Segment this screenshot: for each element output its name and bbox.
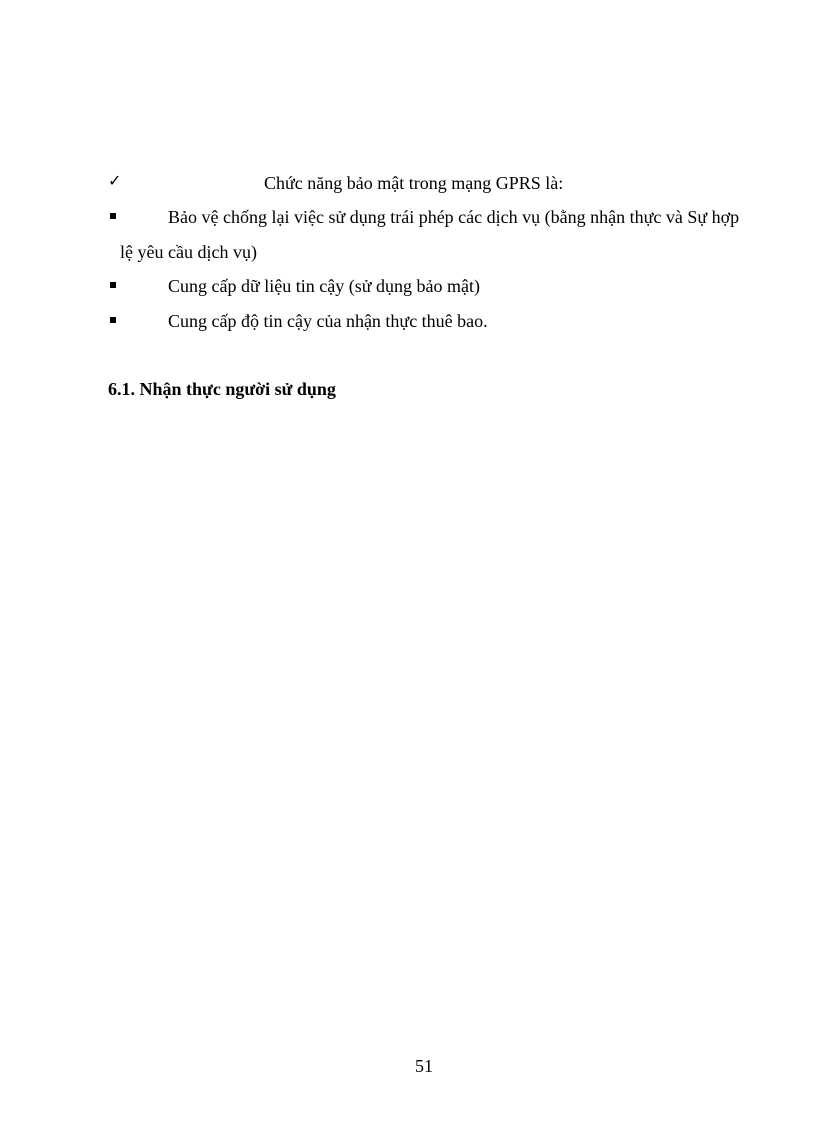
page-number: 51 <box>415 1056 433 1076</box>
bullet-1-line-2: lệ yêu cầu dịch vụ) <box>120 242 257 262</box>
square-bullet-icon <box>110 282 116 288</box>
intro-text: Chức năng bảo mật trong mạng GPRS là: <box>264 173 564 193</box>
bullet-2-text: Cung cấp dữ liệu tin cậy (sử dụng bảo mật) <box>168 276 480 296</box>
square-bullet-icon <box>110 317 116 323</box>
section-heading: 6.1. Nhận thực người sử dụng <box>108 379 336 399</box>
check-mark-icon: ✓ <box>108 173 122 190</box>
bullet-1-line-1: Bảo vệ chống lại việc sử dụng trái phép các dịch vụ (bằng nhận thực và Sự hợp <box>168 207 740 227</box>
bullet-3-text: Cung cấp độ tin cậy của nhận thực thuê bao. <box>168 311 488 331</box>
square-bullet-icon <box>110 213 116 219</box>
